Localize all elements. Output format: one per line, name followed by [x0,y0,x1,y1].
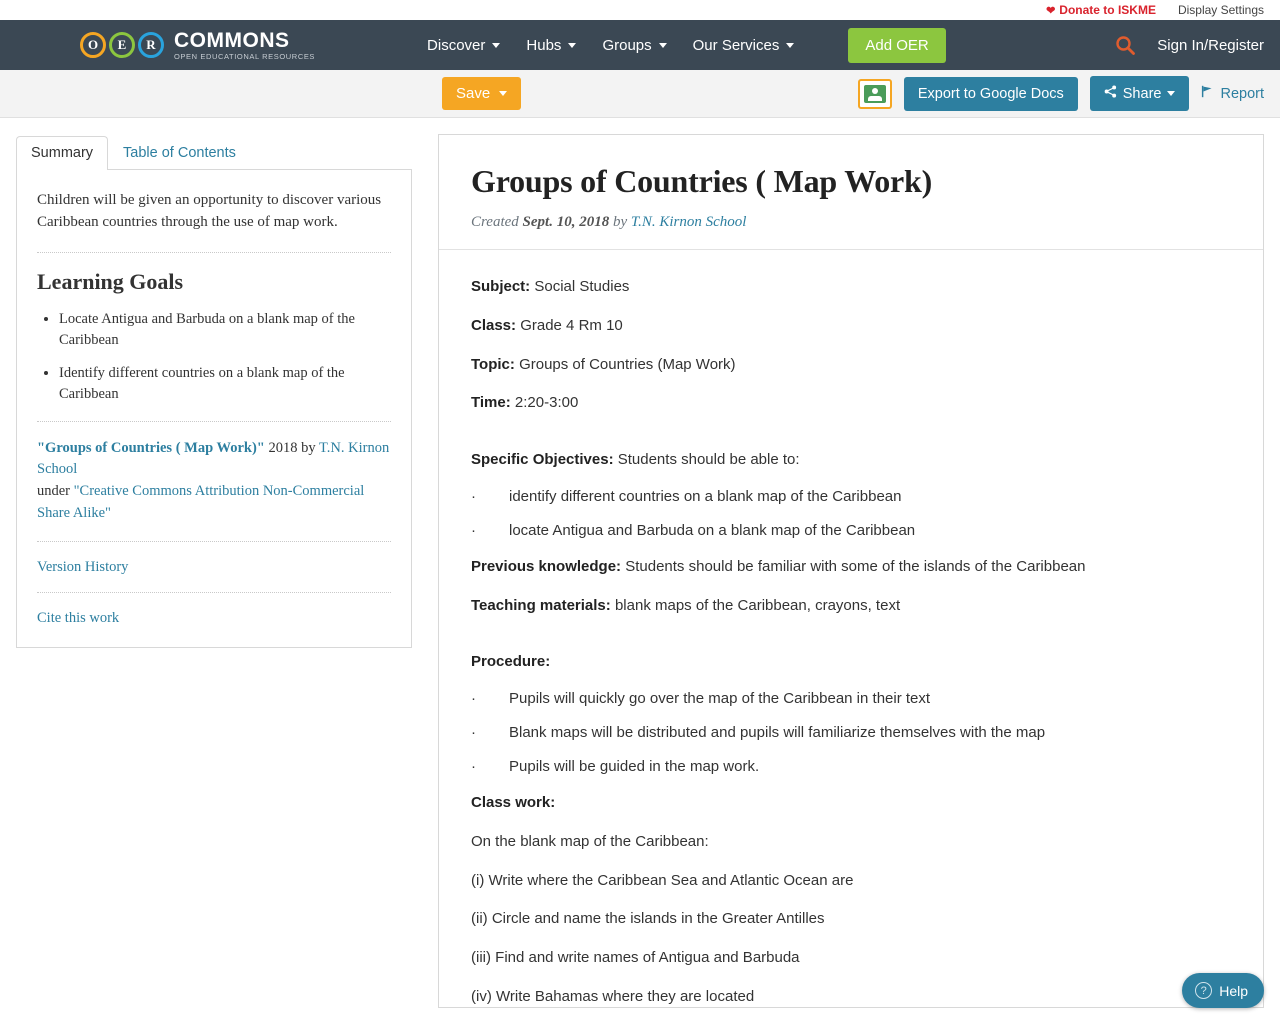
logo-letter-r: R [138,32,164,58]
previous-knowledge [471,556,1231,578]
divider [37,592,391,593]
spacer [471,431,1231,449]
bullet-icon: · [471,521,476,539]
list-item: • Identify different countries on a blank map of the Caribbean [59,363,391,405]
report-link[interactable] [1201,85,1264,102]
chevron-down-icon [499,91,507,96]
field-label: Subject: [471,278,531,295]
field-value: Social Studies [534,278,630,295]
nav-item-label: Discover [427,36,486,54]
divider [37,541,391,542]
utility-bar [0,0,1280,20]
classwork-item: (i) Write where the Caribbean Sea and Atlantic Ocean are [471,871,854,889]
heart-icon: ❤ [1046,4,1056,17]
page-content [0,118,1280,1024]
question-circle-icon: ? [1195,982,1212,999]
document-body [439,250,1263,1008]
google-classroom-button[interactable] [858,79,892,109]
field-subject [471,276,1231,298]
previous-knowledge-label: Previous knowledge: [471,557,622,575]
created-label: Created [471,214,519,230]
document-meta [471,214,1231,231]
save-button-label: Save [456,85,491,102]
bullet-icon: · [471,487,476,505]
objective-item [471,488,1231,505]
logo-letter-e: E [109,32,135,58]
page-title: Groups of Countries ( Map Work) [471,163,933,199]
google-classroom-icon [864,85,886,103]
field-topic [471,354,1231,376]
field-label: Topic: [471,355,515,373]
sidebar-tabs [16,134,412,170]
attribution-block [37,438,391,525]
attribution-under: under [37,483,71,500]
attribution-title: "Groups of Countries ( Map Work)" [37,439,265,456]
field-value: 2:20-3:00 [514,394,579,412]
logo-wordmark: COMMONS [174,28,290,52]
spacer [471,633,1231,651]
sign-in-register-link[interactable]: Sign In/Register [1157,36,1264,54]
procedure-text: Blank maps will be distributed and pupils will familiarize themselves with the map [509,724,1046,741]
procedure-heading [471,651,1231,673]
add-oer-button[interactable]: Add OER [848,28,945,63]
sidebar [16,134,412,1008]
tab-summary[interactable]: Summary [16,136,108,170]
version-history-link[interactable]: Version History [37,558,129,575]
document-panel [438,134,1264,1008]
field-class [471,315,1231,337]
teaching-materials-label: Teaching materials: [471,596,611,614]
report-label: Report [1220,85,1264,102]
previous-knowledge-text: Students should be familiar with some of the islands of the Caribbean [625,557,1086,575]
attribution-license-link[interactable]: "Creative Commons Attribution Non-Commercial Share Alike" [37,483,365,521]
classwork-label: Class work: [471,794,556,811]
nav-item-label: Our Services [692,36,780,54]
divider [37,252,391,253]
attribution-year: 2018 by [268,439,316,456]
objective-text: identify different countries on a blank map of the Caribbean [509,487,902,505]
share-icon [1104,85,1117,102]
procedure-text: Pupils will be guided in the map work. [509,758,760,775]
help-label: Help [1219,982,1248,999]
nav-menu [427,28,946,63]
list-item: • Locate Antigua and Barbuda on a blank map of the Caribbean [59,309,391,351]
bullet-icon: · [471,758,476,775]
main-navbar [0,20,1280,70]
by-label: by [612,214,628,230]
document-header [439,135,1263,249]
share-button-label: Share [1122,85,1162,102]
action-bar [0,70,1280,118]
sidebar-card [16,170,412,648]
chevron-down-icon [492,43,500,48]
classwork-item: (iii) Find and write names of Antigua and Barbuda [471,949,800,966]
nav-item-groups[interactable] [602,37,666,54]
logo-tagline: OPEN EDUCATIONAL RESOURCES [174,51,316,61]
logo-letter-o: O [80,32,106,58]
nav-item-label: Hubs [526,36,562,54]
classwork-item: (ii) Circle and name the islands in the Greater Antilles [471,910,825,928]
classwork-heading [471,792,1231,814]
learning-goals-title: Learning Goals [37,268,184,294]
bullet-icon: · [471,690,476,707]
chevron-down-icon [659,43,667,48]
save-button[interactable] [442,77,521,110]
objectives-label: Specific Objectives: [471,451,614,468]
objectives-intro: Students should be able to: [617,451,800,468]
donate-link[interactable] [1046,3,1156,17]
field-label: Time: [471,394,511,412]
classwork-item: (iv) Write Bahamas where they are located [471,987,755,1005]
teaching-materials [471,595,1231,617]
field-value: Grade 4 Rm 10 [520,316,623,334]
nav-item-discover[interactable] [427,37,500,54]
action-bar-right [858,76,1264,111]
learning-goals-list [37,309,391,405]
logo-circles [80,32,164,58]
procedure-text: Pupils will quickly go over the map of the Caribbean in their text [509,690,931,707]
donate-label: Donate to ISKME [1059,3,1156,17]
summary-text: Children will be given an opportunity to discover various Caribbean countries through the use of map work. [37,192,382,230]
specific-objectives-heading [471,449,1231,471]
export-to-google-docs-button[interactable]: Export to Google Docs [904,77,1078,111]
document-author-link[interactable]: T.N. Kirnon School [630,214,747,230]
procedure-item [471,758,1231,775]
chevron-down-icon [786,43,794,48]
chevron-down-icon [1167,91,1175,96]
teaching-materials-text: blank maps of the Caribbean, crayons, text [614,596,901,614]
cite-this-work-link[interactable]: Cite this work [37,609,120,626]
display-settings-link[interactable]: Display Settings [1177,3,1264,17]
site-logo[interactable] [80,30,315,61]
navbar-right [1115,35,1264,55]
procedure-item [471,690,1231,707]
created-date: Sept. 10, 2018 [522,214,610,230]
bullet-icon: · [471,724,476,741]
chevron-down-icon [568,43,576,48]
nav-item-our-services[interactable] [693,37,795,54]
tab-table-of-contents[interactable]: Table of Contents [123,145,236,161]
share-button[interactable] [1090,76,1190,111]
field-time [471,392,1231,414]
nav-item-hubs[interactable] [526,37,576,54]
field-value: Groups of Countries (Map Work) [519,355,736,373]
field-label: Class: [471,316,517,334]
procedure-item [471,724,1231,741]
objective-item [471,522,1231,539]
help-button[interactable] [1182,973,1264,1008]
classwork-intro: On the blank map of the Caribbean: [471,832,709,850]
procedure-label: Procedure: [471,653,551,671]
nav-item-label: Groups [602,36,652,54]
search-icon[interactable] [1115,35,1135,55]
attribution-author-link[interactable]: T.N. Kirnon School [37,439,390,478]
flag-icon [1201,85,1214,102]
objective-text: locate Antigua and Barbuda on a blank map of the Caribbean [509,521,916,539]
divider [37,421,391,422]
